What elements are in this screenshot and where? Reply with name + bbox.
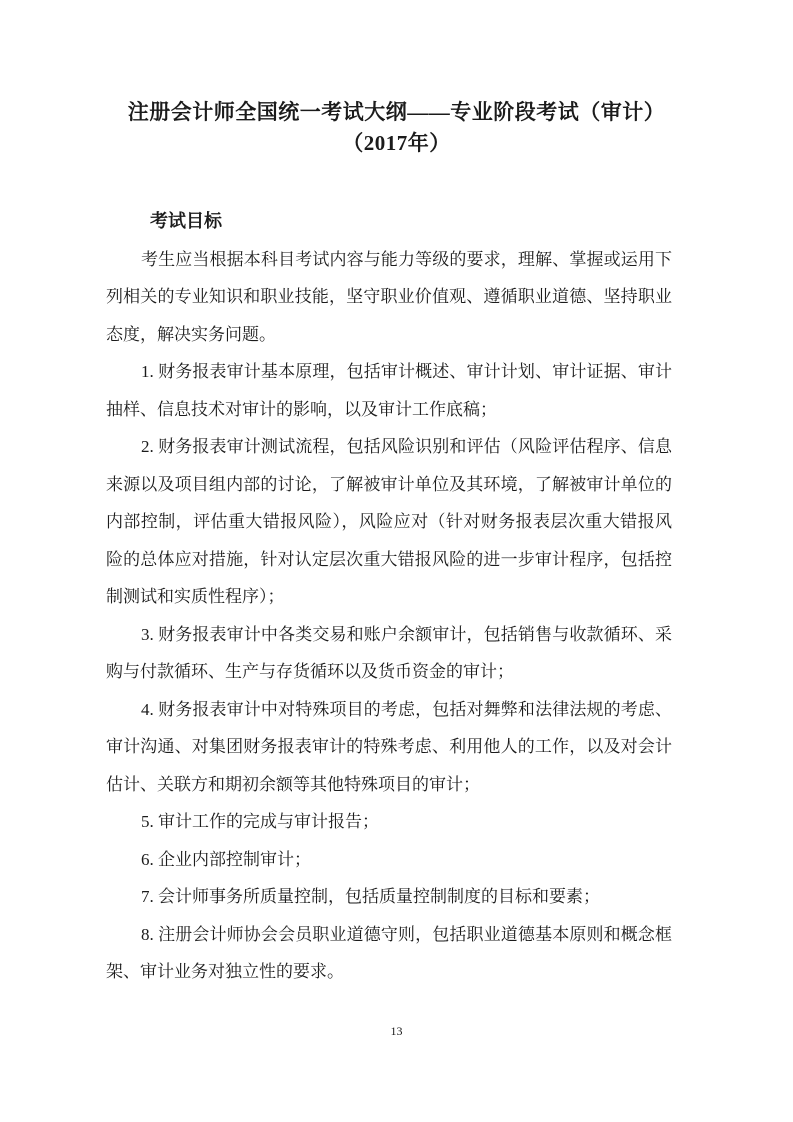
paragraph-item-5: 5. 审计工作的完成与审计报告； [141, 812, 379, 831]
paragraph-item-4: 4. 财务报表审计中对特殊项目的考虑，包括对舞弊和法律法规的考虑、审计沟通、对集团财务报表审计的特殊考虑、利用他人的工作，以及对会计估计、关联方和期初余额等其他特殊项目的审计； [106, 699, 672, 794]
paragraph-intro: 考生应当根据本科目考试内容与能力等级的要求，理解、掌握或运用下列相关的专业知识和职业技能，坚守职业价值观、遵循职业道德、坚持职业态度，解决实务问题。 [106, 249, 672, 344]
paragraph-item-6: 6. 企业内部控制审计； [141, 849, 311, 869]
document-body [106, 203, 672, 991]
document-title-line1: 注册会计师全国统一考试大纲——专业阶段考试（审计） [127, 100, 666, 124]
paragraph-item-7: 7. 会计师事务所质量控制，包括质量控制制度的目标和要素； [141, 887, 600, 906]
paragraph-item-3: 3. 财务报表审计中各类交易和账户余额审计，包括销售与收款循环、采购与付款循环、生产与存货循环以及货币资金的审计； [106, 624, 672, 681]
paragraph-item-8: 8. 注册会计师协会会员职业道德守则，包括职业道德基本原则和概念框架、审计业务对独立性的要求。 [106, 924, 672, 981]
document-title [0, 0, 793, 159]
page-number: 13 [390, 1024, 403, 1038]
section-heading-exam-objectives: 考试目标 [150, 211, 222, 231]
document-title-line2: （2017年） [342, 131, 451, 155]
paragraph-item-1: 1. 财务报表审计基本原理，包括审计概述、审计计划、审计证据、审计抽样、信息技术对审计的影响，以及审计工作底稿； [106, 362, 672, 419]
paragraph-item-2: 2. 财务报表审计测试流程，包括风险识别和评估（风险评估程序、信息来源以及项目组内部的讨论，了解被审计单位及其环境，了解被审计单位的内部控制，评估重大错报风险），风险应对（针对财务报表层次重大错报风险的总体应对措施，针对认定层次重大错报风险的进一步审计程序，包括控制测试和实质性程序）； [106, 437, 672, 606]
